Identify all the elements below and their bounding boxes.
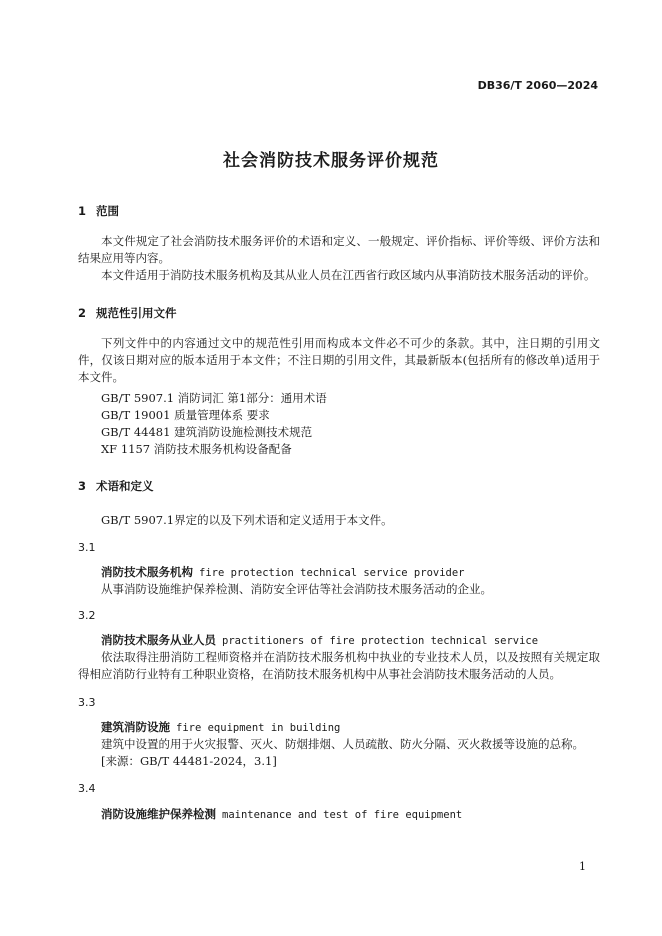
section-2-paragraph-1: 下列文件中的内容通过文中的规范性引用而构成本文件必不可少的条款。其中，注日期的引用文件，仅该日期对应的版本适用于本文件；不注日期的引用文件，其最新版本(包括所有的修改单)适用于本文件。 <box>78 336 600 384</box>
term-definition: 建筑中设置的用于火灾报警、灭火、防烟排烟、人员疏散、防火分隔、灭火救援等设施的总称。 <box>101 737 584 751</box>
term-definition: 依法取得注册消防工程师资格并在消防技术服务机构中执业的专业技术人员，以及按照有关规定取得相应消防行业特有工种职业资格，在消防技术服务机构中从事社会消防技术服务活动的人员。 <box>78 650 600 681</box>
term-name-cn: 建筑消防设施 <box>101 720 170 734</box>
term-heading <box>101 806 462 822</box>
section-3-intro: GB/T 5907.1界定的以及下列术语和定义适用于本文件。 <box>101 513 393 527</box>
term-number: 3.4 <box>78 782 96 795</box>
reference-item: GB/T 44481 建筑消防设施检测技术规范 <box>101 425 313 439</box>
section-number: 3 <box>78 479 87 493</box>
reference-item: GB/T 19001 质量管理体系 要求 <box>101 408 270 422</box>
section-1-paragraph-1: 本文件规定了社会消防技术服务评价的术语和定义、一般规定、评价指标、评价等级、评价方法和结果应用等内容。 <box>78 234 600 265</box>
reference-item: XF 1157 消防技术服务机构设备配备 <box>101 442 292 456</box>
page-number: 1 <box>579 860 586 873</box>
term-heading <box>101 564 465 580</box>
section-3-heading <box>78 478 154 494</box>
term-definition: 从事消防设施维护保养检测、消防安全评估等社会消防技术服务活动的企业。 <box>101 582 492 596</box>
document-title: 社会消防技术服务评价规范 <box>223 151 439 171</box>
section-title: 范围 <box>96 204 119 218</box>
section-title: 规范性引用文件 <box>96 306 177 320</box>
term-name-en: maintenance and test of fire equipment <box>222 809 463 821</box>
section-1-heading <box>78 203 119 219</box>
term-heading <box>101 719 340 735</box>
term-name-cn: 消防设施维护保养检测 <box>101 807 216 821</box>
term-number: 3.1 <box>78 541 96 554</box>
section-number: 1 <box>78 204 87 218</box>
term-heading <box>101 632 538 648</box>
term-name-en: fire equipment in building <box>176 722 341 734</box>
term-name-en: practitioners of fire protection technical service <box>222 635 539 647</box>
reference-item: GB/T 5907.1 消防词汇 第1部分：通用术语 <box>101 391 327 405</box>
term-number: 3.3 <box>78 696 96 709</box>
section-2-heading <box>78 305 177 321</box>
document-number: DB36/T 2060—2024 <box>477 79 598 92</box>
term-number: 3.2 <box>78 609 96 622</box>
section-1-paragraph-2: 本文件适用于消防技术服务机构及其从业人员在江西省行政区域内从事消防技术服务活动的评价。 <box>101 268 596 282</box>
section-title: 术语和定义 <box>96 479 154 493</box>
term-source: [来源：GB/T 44481-2024，3.1] <box>101 754 277 768</box>
term-name-en: fire protection technical service provider <box>199 567 465 579</box>
section-number: 2 <box>78 306 87 320</box>
term-name-cn: 消防技术服务机构 <box>101 565 193 579</box>
term-name-cn: 消防技术服务从业人员 <box>101 633 216 647</box>
